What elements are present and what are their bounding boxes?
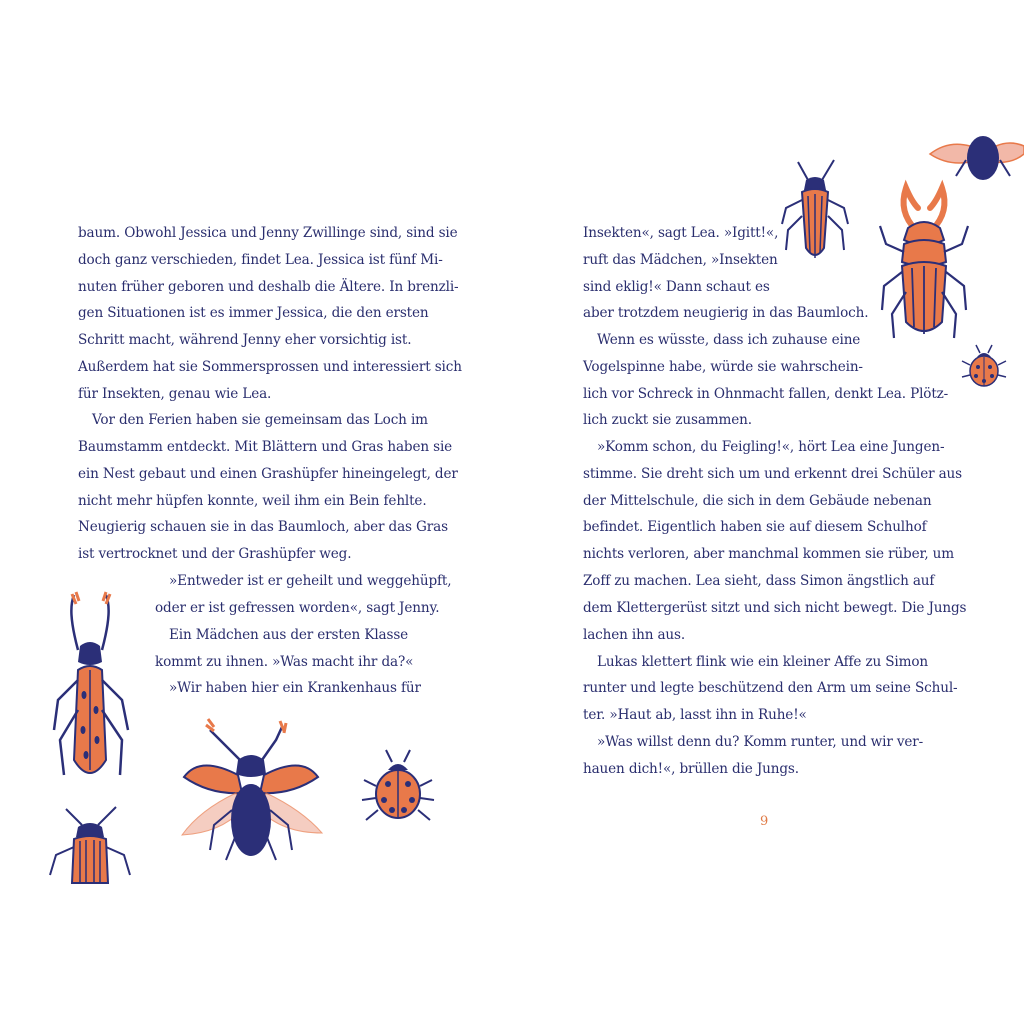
text-line: lachen ihn aus. bbox=[583, 627, 686, 643]
text-line: Wenn es wüsste, dass ich zuhause eine bbox=[597, 332, 861, 348]
text-line: der Mittelschule, die sich in dem Gebäude nebenan bbox=[583, 493, 932, 509]
text-line: baum. Obwohl Jessica und Jenny Zwillinge sind, sind sie bbox=[78, 225, 458, 241]
text-line: befindet. Eigentlich haben sie auf diesem Schulhof bbox=[583, 519, 927, 535]
text-line: nuten früher geboren und deshalb die Ältere. In brenzli- bbox=[78, 279, 459, 295]
text-line: kommt zu ihnen. »Was macht ihr da?« bbox=[155, 654, 414, 670]
text-line: Insekten«, sagt Lea. »Igitt!«, bbox=[583, 225, 779, 241]
text-line: Vogelspinne habe, würde sie wahrschein- bbox=[583, 359, 863, 375]
text-line: Zoff zu machen. Lea sieht, dass Simon ängstlich auf bbox=[583, 573, 935, 589]
text-line: ist vertrocknet und der Grashüpfer weg. bbox=[78, 546, 352, 562]
striped-beetle-icon bbox=[46, 805, 134, 883]
longhorn-beetle-icon bbox=[50, 590, 135, 790]
text-line: oder er ist gefressen worden«, sagt Jenny. bbox=[155, 600, 440, 616]
text-line: doch ganz verschieden, findet Lea. Jessica ist fünf Mi- bbox=[78, 252, 443, 268]
text-line: Baumstamm entdeckt. Mit Blättern und Gras haben sie bbox=[78, 439, 453, 455]
flying-beetle-icon bbox=[930, 140, 1024, 185]
text-line: gen Situationen ist es immer Jessica, die den ersten bbox=[78, 305, 429, 321]
flying-beetle-icon bbox=[180, 715, 325, 875]
text-line: nicht mehr hüpfen konnte, weil ihm ein Bein fehlte. bbox=[78, 493, 427, 509]
page-number: 9 bbox=[760, 814, 769, 829]
text-line: sind eklig!« Dann schaut es bbox=[583, 279, 770, 295]
text-line: Ein Mädchen aus der ersten Klasse bbox=[169, 627, 409, 643]
text-line: »Entweder ist er geheilt und weggehüpft, bbox=[169, 573, 452, 589]
text-line: Vor den Ferien haben sie gemeinsam das Loch im bbox=[92, 412, 428, 428]
text-line: »Komm schon, du Feigling!«, hört Lea eine Jungen- bbox=[597, 439, 945, 455]
text-line: lich zuckt sie zusammen. bbox=[583, 412, 752, 428]
ladybug-icon bbox=[962, 345, 1006, 391]
text-line: für Insekten, genau wie Lea. bbox=[78, 386, 272, 402]
text-line: ruft das Mädchen, »Insekten bbox=[583, 252, 778, 268]
text-line: aber trotzdem neugierig in das Baumloch. bbox=[583, 305, 869, 321]
text-line: runter und legte beschützend den Arm um seine Schul- bbox=[583, 680, 958, 696]
text-line: Schritt macht, während Jenny eher vorsichtig ist. bbox=[78, 332, 412, 348]
text-line: Außerdem hat sie Sommersprossen und interessiert sich bbox=[78, 359, 462, 375]
text-line: ein Nest gebaut und einen Grashüpfer hineingelegt, der bbox=[78, 466, 458, 482]
stag-beetle-icon bbox=[878, 182, 970, 340]
text-line: ter. »Haut ab, lasst ihn in Ruhe!« bbox=[583, 707, 807, 723]
text-line: »Wir haben hier ein Krankenhaus für bbox=[169, 680, 421, 696]
ladybug-icon bbox=[362, 748, 434, 830]
text-line: »Was willst denn du? Komm runter, und wir ver- bbox=[597, 734, 924, 750]
text-line: stimme. Sie dreht sich um und erkennt drei Schüler aus bbox=[583, 466, 962, 482]
striped-beetle-icon bbox=[780, 158, 850, 268]
text-line: dem Klettergerüst sitzt und sich nicht bewegt. Die Jungs bbox=[583, 600, 967, 616]
text-line: nichts verloren, aber manchmal kommen sie rüber, um bbox=[583, 546, 955, 562]
text-line: hauen dich!«, brüllen die Jungs. bbox=[583, 761, 799, 777]
text-line: lich vor Schreck in Ohnmacht fallen, denkt Lea. Plötz- bbox=[583, 386, 949, 402]
text-line: Lukas klettert flink wie ein kleiner Affe zu Simon bbox=[597, 654, 928, 670]
text-line: Neugierig schauen sie in das Baumloch, aber das Gras bbox=[78, 519, 448, 535]
